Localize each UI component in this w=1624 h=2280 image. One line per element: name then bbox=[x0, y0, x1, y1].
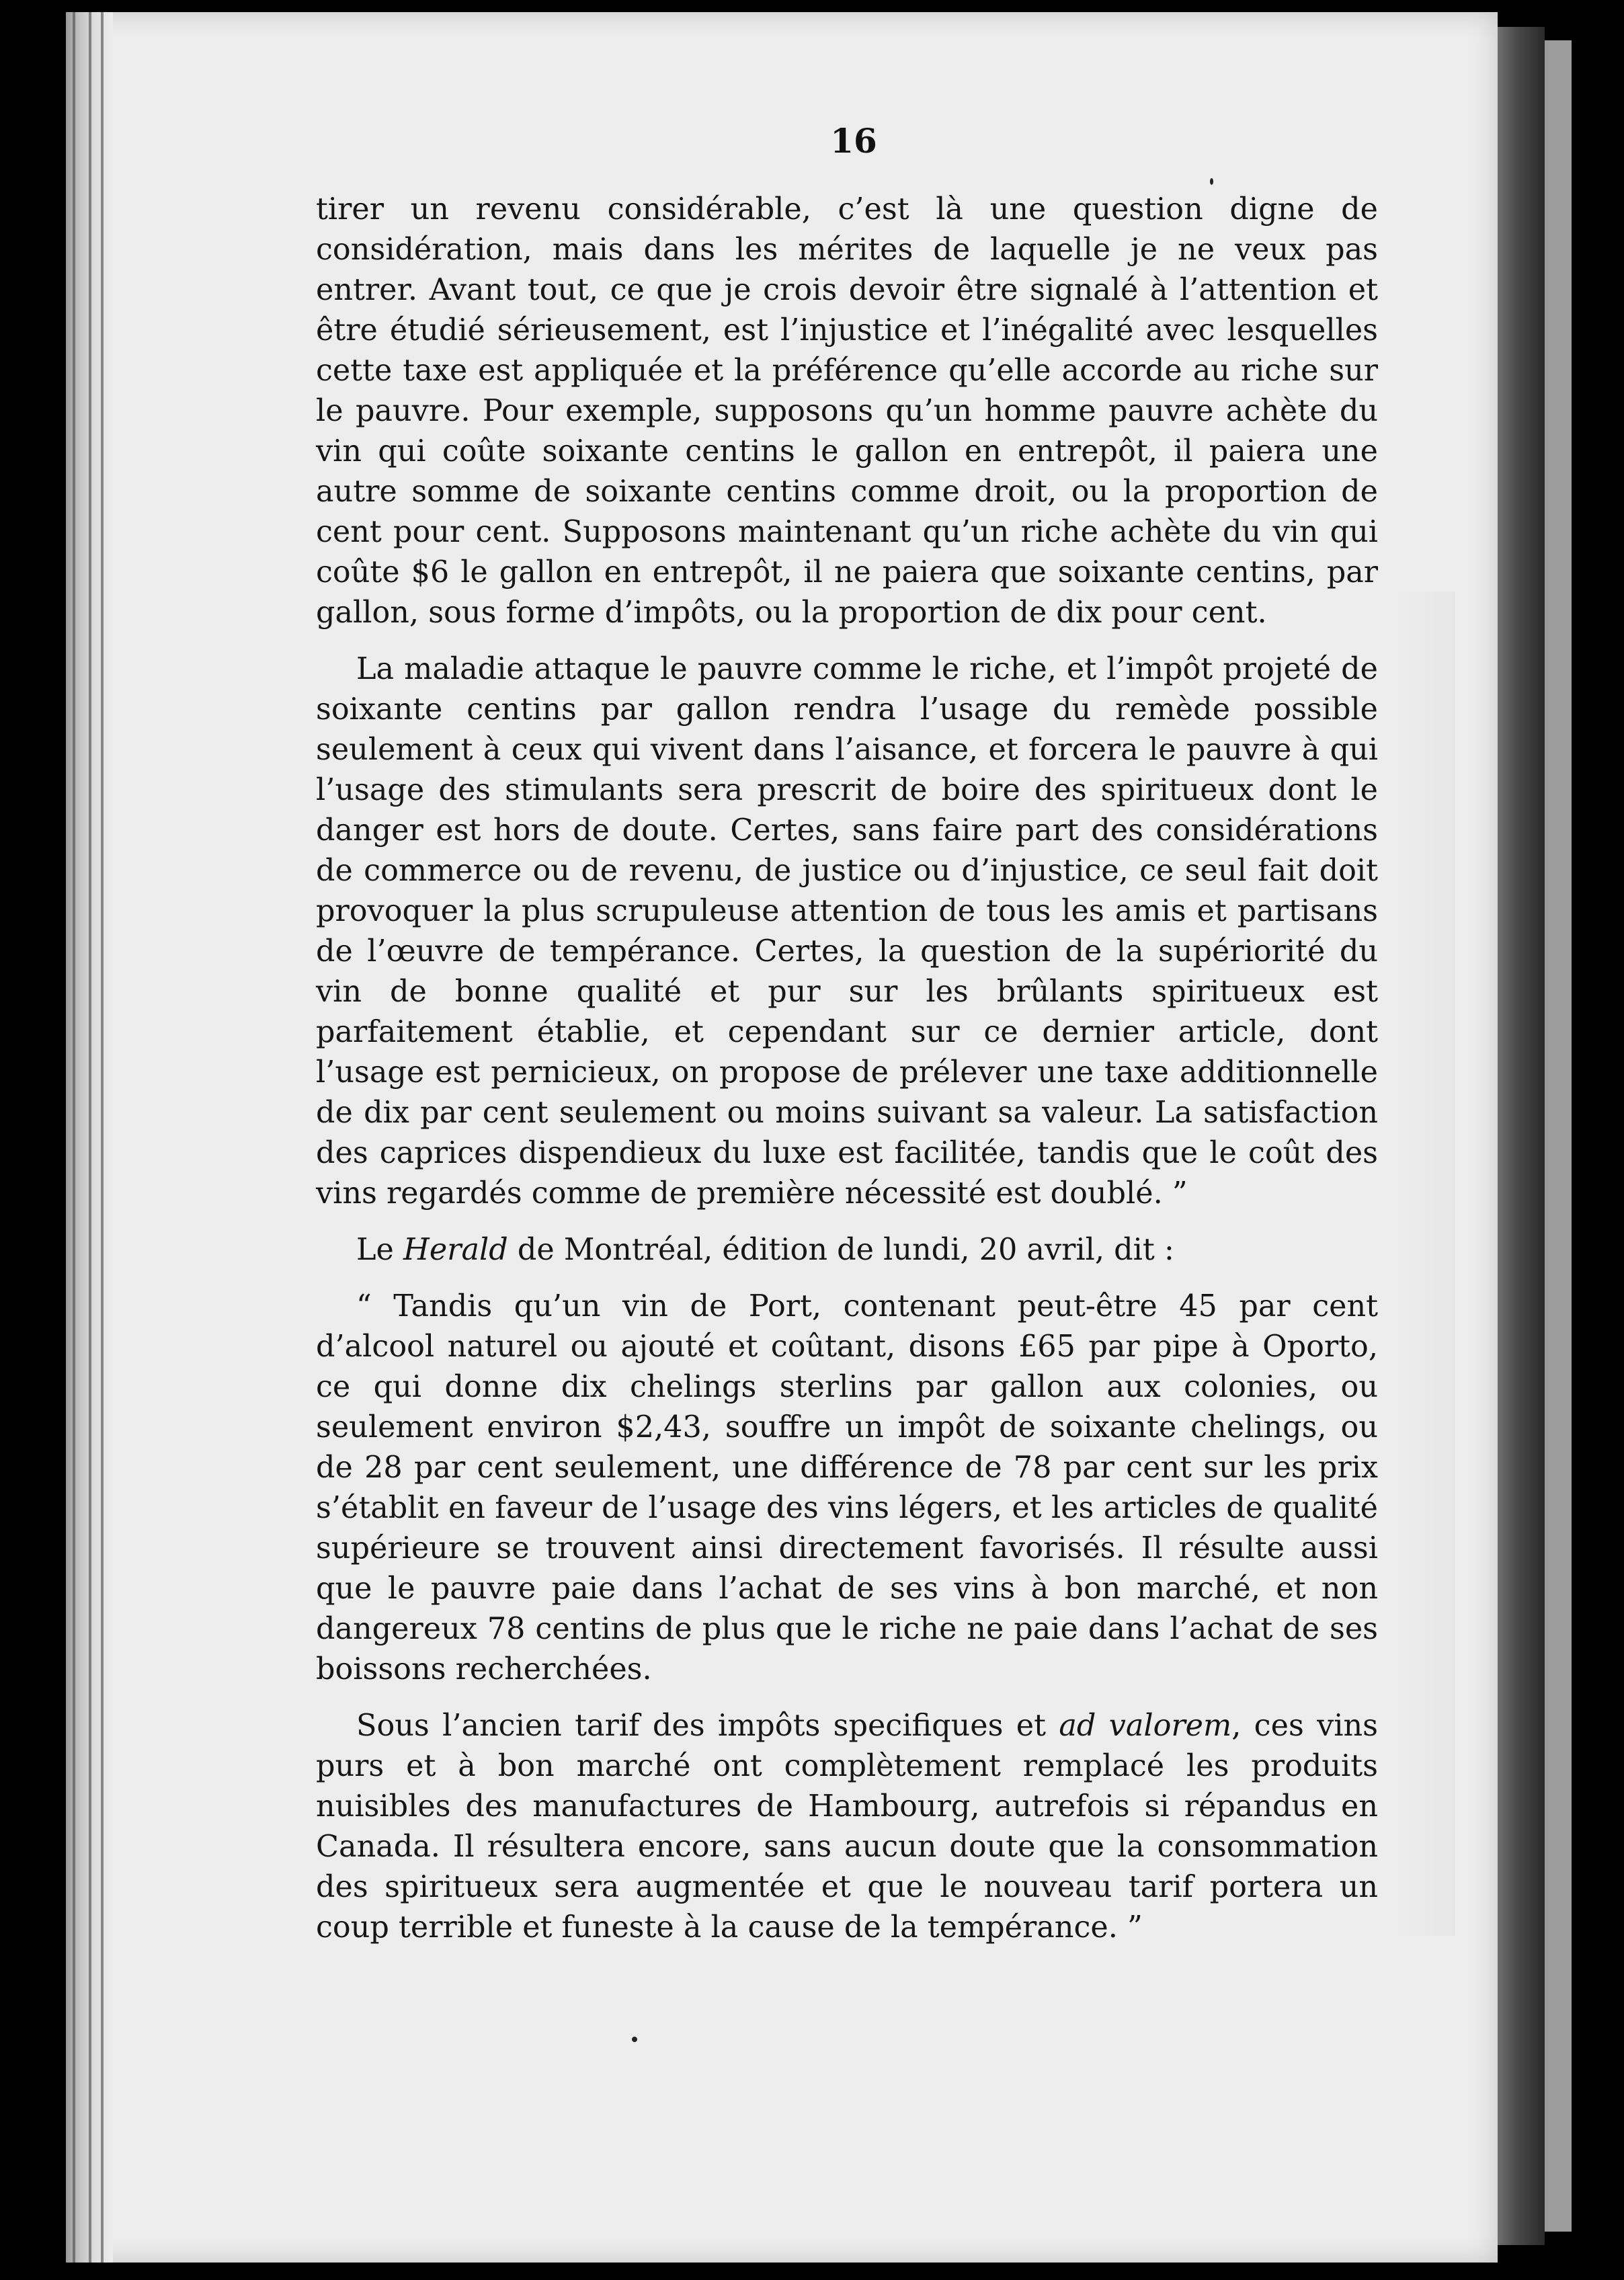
paragraph-gap bbox=[316, 1214, 1378, 1230]
final-text-a: Sous l’ancien tarif des impôts specifiques et bbox=[356, 1709, 1059, 1743]
paragraph: La maladie attaque le pauvre comme le riche, et l’impôt projeté de soixante centins par gallon rendra l’usage du remède possible seulement à ceux qui vivent dans l’aisance, et forcera le pauvre à qui l’usage des stimulants sera prescrit de boire des spiritueux dont le danger est hors de doute. Certes, sans faire part des considérations de commerce ou de revenu, de justice ou d’injustice, ce seul fait doit provoquer la plus scrupuleuse attention de tous les amis et partisans de l’œuvre de tempérance. Certes, la question de la supériorité du vin de bonne qualité et pur sur les brûlants spiritueux est parfaitement établie, et cependant sur ce dernier article, dont l’usage est pernicieux, on propose de prélever une taxe additionnelle de dix par cent seulement ou moins suivant sa valeur. La satisfaction des caprices dispendieux du luxe est facilitée, tandis que le coût des vins regardés comme de première nécessité est doublé. ” bbox=[316, 652, 1378, 1211]
final-italic: ad valorem bbox=[1059, 1709, 1232, 1743]
gutter-line bbox=[89, 12, 91, 2263]
herald-attribution bbox=[316, 1230, 1378, 1270]
paragraph-gap bbox=[316, 633, 1378, 649]
scan-speck bbox=[632, 2037, 637, 2042]
quotation-paragraph: “ Tandis qu’un vin de Port, contenant peut-être 45 par cent d’alcool naturel ou ajouté et coûtant, disons £65 par pipe à Oporto, ce qui donne dix chelings sterlins par gallon aux colonies, ou seulement environ $2,43, souffre un impôt de soixante chelings, ou de 28 par cent seulement, une différence de 78 par cent sur les prix s’établit en faveur de l’usage des vins légers, et les articles de qualité supérieure se trouvent ainsi directement favorisés. Il résulte aussi que le pauvre paie dans l’achat de ses vins à bon marché, et non dangereux 78 centins de plus que le riche ne paie dans l’achat de ses boissons recherchées. bbox=[316, 1289, 1378, 1686]
body-text bbox=[316, 190, 1378, 1948]
final-paragraph bbox=[316, 1706, 1378, 1948]
show-through bbox=[1395, 592, 1455, 1936]
gutter-line bbox=[101, 12, 104, 2263]
gutter-line bbox=[73, 12, 75, 2263]
final-text-b: , ces vins purs et à bon marché ont complètement remplacé les produits nuisibles des manufactures de Hambourg, autrefois si répandus en Canada. Il résultera encore, sans aucun doute que la consommation des spiritueux sera augmentée et que le nouveau tarif portera un coup terrible et funeste à la cause de la tempérance. ” bbox=[316, 1709, 1378, 1945]
paragraph-gap bbox=[316, 1270, 1378, 1287]
herald-prefix: Le bbox=[356, 1233, 404, 1267]
scan-speck bbox=[1210, 178, 1213, 185]
herald-suffix: de Montréal, édition de lundi, 20 avril, dit : bbox=[508, 1233, 1174, 1267]
page-edge-shadow bbox=[1498, 27, 1545, 2245]
page-number: 16 bbox=[830, 121, 877, 161]
paragraph-gap bbox=[316, 1690, 1378, 1706]
paragraph: tirer un revenu considérable, c’est là une question digne de considération, mais dans les mérites de laquelle je ne veux pas entrer. Avant tout, ce que je crois devoir être signalé à l’attention et être étudié sérieusement, est l’injustice et l’inégalité avec lesquelles cette taxe est appliquée et la préférence qu’elle accorde au riche sur le pauvre. Pour exemple, supposons qu’un homme pauvre achète du vin qui coûte soixante centins le gallon en entrepôt, il paiera une autre somme de soixante centins comme droit, ou la proportion de cent pour cent. Supposons maintenant qu’un riche achète du vin qui coûte $6 le gallon en entrepôt, il ne paiera que soixante centins, par gallon, sous forme d’impôts, ou la proportion de dix pour cent. bbox=[316, 192, 1378, 630]
next-page-edge bbox=[1545, 40, 1572, 2232]
herald-title: Herald bbox=[403, 1233, 508, 1267]
